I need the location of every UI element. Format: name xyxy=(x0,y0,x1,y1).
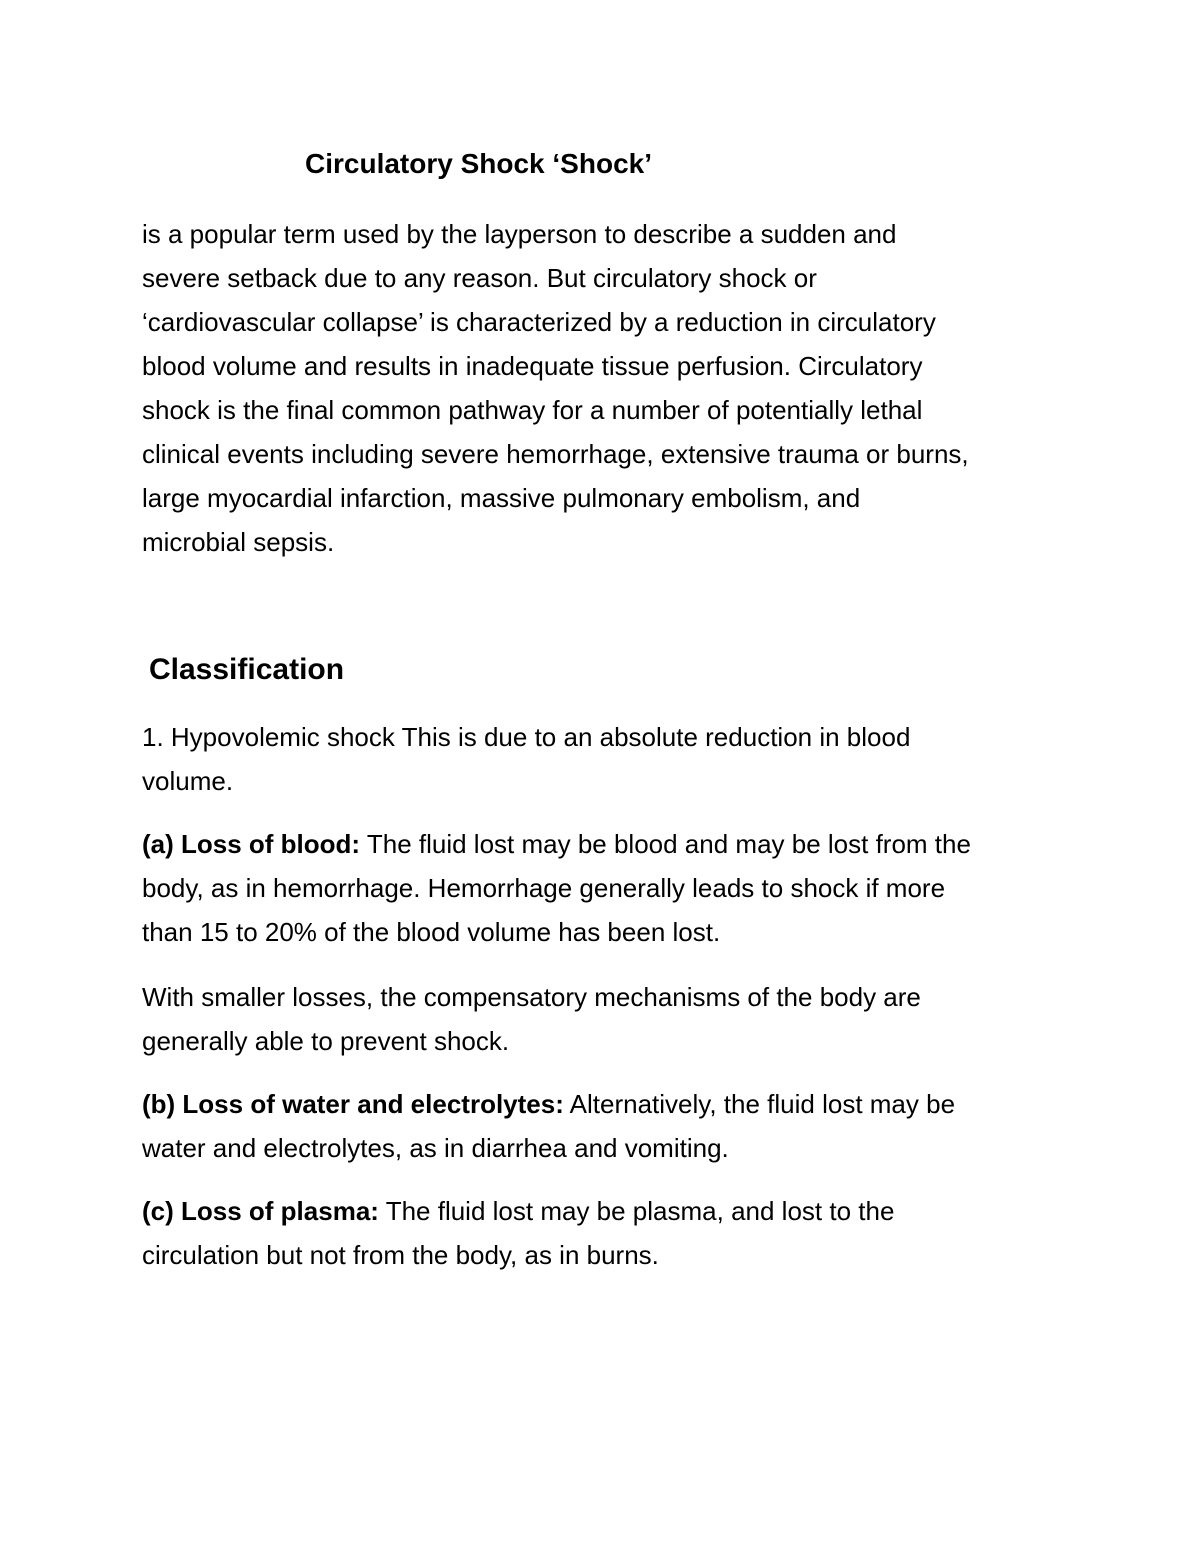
document-title: Circulatory Shock ‘Shock’ xyxy=(305,148,652,179)
paragraph-line: 1. Hypovolemic shock This is due to an absolute reduction in blood xyxy=(142,722,911,752)
intro-line: is a popular term used by the layperson to describe a sudden and xyxy=(142,219,897,249)
intro-line: shock is the final common pathway for a number of potentially lethal xyxy=(142,395,923,425)
paragraph-line: circulation but not from the body, as in burns. xyxy=(142,1240,659,1270)
paragraph-line xyxy=(142,822,1072,866)
loss-of-water-paragraph xyxy=(142,1082,1072,1170)
intro-line: ‘cardiovascular collapse’ is characterized by a reduction in circulatory xyxy=(142,307,936,337)
paragraph-line: generally able to prevent shock. xyxy=(142,1026,510,1056)
classification-heading: Classification xyxy=(149,653,345,686)
paragraph-line xyxy=(142,1189,1072,1233)
smaller-losses-paragraph xyxy=(142,975,1072,1063)
loss-of-plasma-text: The fluid lost may be plasma, and lost to the xyxy=(378,1196,895,1226)
intro-line: large myocardial infarction, massive pulmonary embolism, and xyxy=(142,483,861,513)
loss-of-blood-text: The fluid lost may be blood and may be lost from the xyxy=(360,829,971,859)
intro-line: microbial sepsis. xyxy=(142,527,335,557)
loss-of-blood-paragraph xyxy=(142,822,1072,954)
paragraph-line xyxy=(142,1082,1072,1126)
paragraph-line: With smaller losses, the compensatory mechanisms of the body are xyxy=(142,982,921,1012)
loss-of-plasma-label: (c) Loss of plasma: xyxy=(142,1196,379,1226)
paragraph-line: body, as in hemorrhage. Hemorrhage generally leads to shock if more xyxy=(142,873,946,903)
loss-of-plasma-paragraph xyxy=(142,1189,1072,1277)
intro-paragraph xyxy=(142,212,1072,564)
intro-line: clinical events including severe hemorrhage, extensive trauma or burns, xyxy=(142,439,969,469)
intro-line: blood volume and results in inadequate tissue perfusion. Circulatory xyxy=(142,351,923,381)
paragraph-line: than 15 to 20% of the blood volume has been lost. xyxy=(142,917,721,947)
loss-of-blood-label: (a) Loss of blood: xyxy=(142,829,361,859)
loss-of-water-label: (b) Loss of water and electrolytes: xyxy=(142,1089,564,1119)
paragraph-line: volume. xyxy=(142,766,234,796)
loss-of-water-text: Alternatively, the fluid lost may be xyxy=(563,1089,956,1119)
intro-line: severe setback due to any reason. But circulatory shock or xyxy=(142,263,817,293)
hypovolemic-shock-paragraph xyxy=(142,715,1072,803)
paragraph-line: water and electrolytes, as in diarrhea and vomiting. xyxy=(142,1133,729,1163)
